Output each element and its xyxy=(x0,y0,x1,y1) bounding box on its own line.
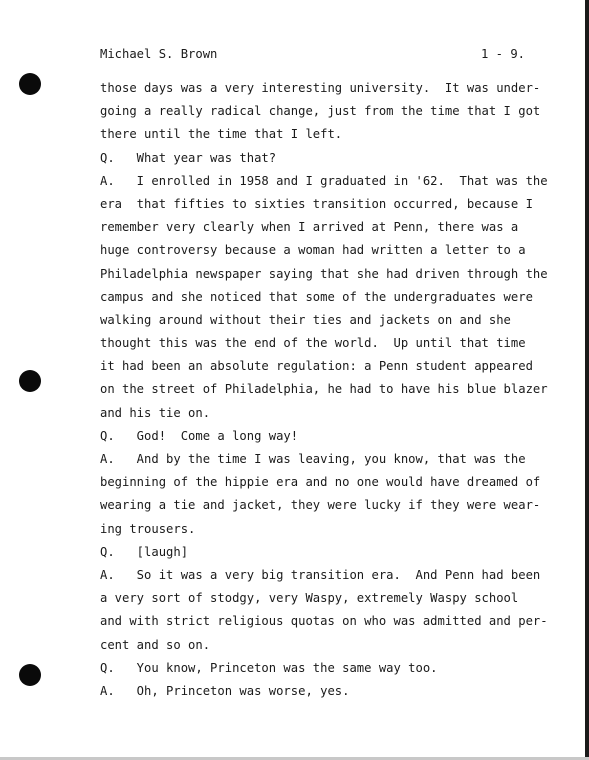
transcript-line: there until the time that I left. xyxy=(100,127,343,142)
transcript-line: beginning of the hippie era and no one would have dreamed of xyxy=(100,475,541,490)
transcript-line: Q. God! Come a long way! xyxy=(100,428,299,443)
transcript-line: A. I enrolled in 1958 and I graduated in '62. That was the xyxy=(100,173,548,188)
binder-hole-top xyxy=(19,73,41,95)
transcript-line: Philadelphia newspaper saying that she had driven through the xyxy=(100,266,548,281)
transcript-line: A. So it was a very big transition era. And Penn had been xyxy=(100,567,541,582)
transcript-line: a very sort of stodgy, very Waspy, extremely Waspy school xyxy=(100,591,519,606)
transcript-line: ing trousers. xyxy=(100,521,196,536)
transcript-line: thought this was the end of the world. Up until that time xyxy=(100,336,526,351)
transcript-line: cent and so on. xyxy=(100,637,211,652)
binder-hole-middle xyxy=(19,370,41,392)
transcript-body xyxy=(100,77,548,703)
transcript-line: era that fifties to sixties transition occurred, because I xyxy=(100,196,533,211)
transcript-line: huge controversy because a woman had written a letter to a xyxy=(100,243,526,258)
transcript-line: remember very clearly when I arrived at Penn, there was a xyxy=(100,220,519,235)
transcript-line: it had been an absolute regulation: a Penn student appeared xyxy=(100,359,533,374)
page-edge xyxy=(585,0,589,760)
transcript-line: walking around without their ties and jackets on and she xyxy=(100,312,511,327)
transcript-line: and his tie on. xyxy=(100,405,211,420)
transcript-line: Q. What year was that? xyxy=(100,150,277,165)
interviewee-name: Michael S. Brown xyxy=(100,47,218,61)
transcript-line: and with strict religious quotas on who was admitted and per- xyxy=(100,614,548,629)
transcript-line: Q. You know, Princeton was the same way too. xyxy=(100,660,438,675)
transcript-line: A. Oh, Princeton was worse, yes. xyxy=(100,683,350,698)
transcript-line: those days was a very interesting university. It was under- xyxy=(100,81,541,95)
binder-hole-bottom xyxy=(19,664,41,686)
transcript-line: Q. [laugh] xyxy=(100,544,189,559)
page-number: 1 - 9. xyxy=(480,47,525,61)
transcript-line: campus and she noticed that some of the undergraduates were xyxy=(100,289,533,304)
transcript-line: going a really radical change, just from the time that I got xyxy=(100,104,541,119)
transcript-line: A. And by the time I was leaving, you know, that was the xyxy=(100,452,526,466)
transcript-line: on the street of Philadelphia, he had to have his blue blazer xyxy=(100,382,548,397)
transcript-line: wearing a tie and jacket, they were lucky if they were wear- xyxy=(100,498,541,513)
